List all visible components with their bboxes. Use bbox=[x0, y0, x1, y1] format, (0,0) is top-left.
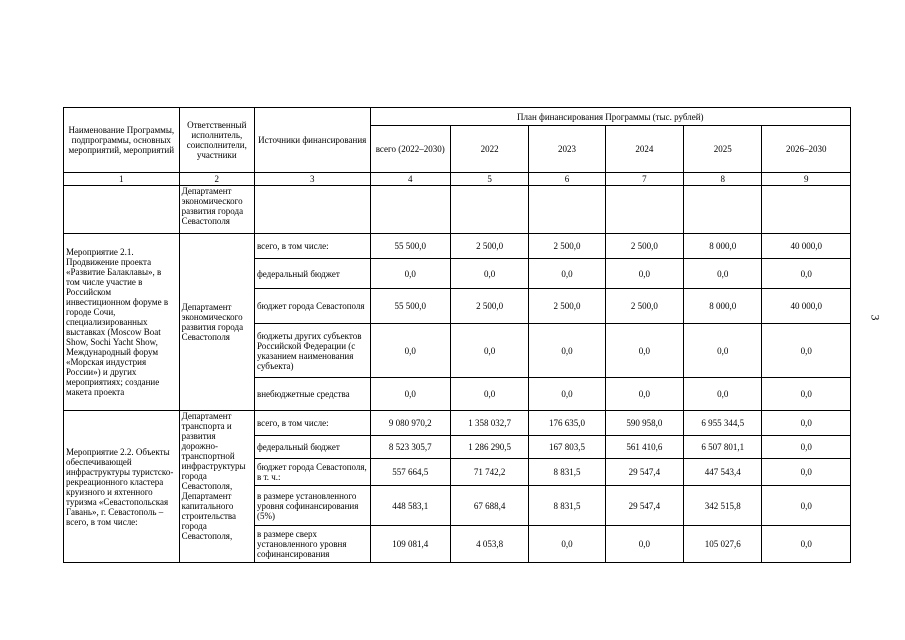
value-cell: 55 500,0 bbox=[370, 289, 450, 324]
header-plan: План финансирования Программы (тыс. рублей) bbox=[370, 108, 850, 126]
value-cell: 0,0 bbox=[605, 259, 683, 289]
value-cell: 590 958,0 bbox=[605, 411, 683, 436]
value-cell: 0,0 bbox=[605, 324, 683, 378]
value-cell: 561 410,6 bbox=[605, 436, 683, 459]
col-number: 8 bbox=[684, 173, 762, 186]
value-cell: 0,0 bbox=[529, 324, 605, 378]
value-cell: 557 664,5 bbox=[370, 459, 450, 486]
table-row bbox=[64, 411, 851, 436]
value-cell: 342 515,8 bbox=[684, 486, 762, 526]
col-number: 1 bbox=[64, 173, 180, 186]
value-cell: 0,0 bbox=[762, 486, 851, 526]
source-cell: в размере сверх установленного уровня софинансирования bbox=[254, 526, 370, 563]
header-name: Наименование Программы, подпрограммы, основных мероприятий, мероприятий bbox=[64, 108, 180, 173]
department-row bbox=[64, 186, 851, 234]
header-year-2025: 2025 bbox=[684, 126, 762, 173]
header-sources: Источники финансирования bbox=[254, 108, 370, 173]
value-cell: 8 000,0 bbox=[684, 234, 762, 259]
column-numbers-row bbox=[64, 173, 851, 186]
value-cell: 0,0 bbox=[762, 259, 851, 289]
source-cell: бюджет города Севастополя bbox=[254, 289, 370, 324]
value-cell: 8 831,5 bbox=[529, 486, 605, 526]
source-cell: бюджет города Севастополя, в т. ч.: bbox=[254, 459, 370, 486]
value-cell: 55 500,0 bbox=[370, 234, 450, 259]
header-year-2026-2030: 2026–2030 bbox=[762, 126, 851, 173]
col-number: 3 bbox=[254, 173, 370, 186]
value-cell: 0,0 bbox=[370, 259, 450, 289]
value-cell: 0,0 bbox=[684, 259, 762, 289]
value-cell: 40 000,0 bbox=[762, 234, 851, 259]
value-cell: 8 523 305,7 bbox=[370, 436, 450, 459]
value-cell: 0,0 bbox=[762, 526, 851, 563]
value-cell: 0,0 bbox=[370, 324, 450, 378]
value-cell: 2 500,0 bbox=[605, 234, 683, 259]
value-cell: 2 500,0 bbox=[605, 289, 683, 324]
financing-table bbox=[63, 107, 851, 563]
col-number: 5 bbox=[450, 173, 528, 186]
value-cell: 0,0 bbox=[450, 259, 528, 289]
col-number: 4 bbox=[370, 173, 450, 186]
measure-2-2-executor: Департамент транспорта и развития дорожно-транспортной инфраструктуры города Севастополя, Департамент капитального строительства города Севастополя, bbox=[179, 411, 254, 563]
value-cell: 448 583,1 bbox=[370, 486, 450, 526]
department-executor: Департамент экономического развития города Севастополя bbox=[179, 186, 254, 234]
value-cell: 1 358 032,7 bbox=[450, 411, 528, 436]
value-cell: 8 831,5 bbox=[529, 459, 605, 486]
source-cell: всего, в том числе: bbox=[254, 234, 370, 259]
col-number: 7 bbox=[605, 173, 683, 186]
value-cell: 29 547,4 bbox=[605, 486, 683, 526]
col-number: 2 bbox=[179, 173, 254, 186]
table-row bbox=[64, 234, 851, 259]
empty-cell bbox=[605, 186, 683, 234]
value-cell: 71 742,2 bbox=[450, 459, 528, 486]
source-cell: в размере установленного уровня софинансирования (5%) bbox=[254, 486, 370, 526]
value-cell: 0,0 bbox=[684, 378, 762, 411]
value-cell: 0,0 bbox=[370, 378, 450, 411]
value-cell: 8 000,0 bbox=[684, 289, 762, 324]
empty-cell bbox=[762, 186, 851, 234]
header-year-total: всего (2022–2030) bbox=[370, 126, 450, 173]
value-cell: 0,0 bbox=[762, 324, 851, 378]
value-cell: 2 500,0 bbox=[450, 289, 528, 324]
value-cell: 447 543,4 bbox=[684, 459, 762, 486]
value-cell: 0,0 bbox=[605, 526, 683, 563]
value-cell: 0,0 bbox=[605, 378, 683, 411]
source-cell: внебюджетные средства bbox=[254, 378, 370, 411]
value-cell: 0,0 bbox=[684, 324, 762, 378]
value-cell: 2 500,0 bbox=[450, 234, 528, 259]
source-cell: бюджеты других субъектов Российской Федерации (с указанием наименования субъекта) bbox=[254, 324, 370, 378]
value-cell: 40 000,0 bbox=[762, 289, 851, 324]
empty-cell bbox=[64, 186, 180, 234]
header-year-2024: 2024 bbox=[605, 126, 683, 173]
value-cell: 0,0 bbox=[762, 459, 851, 486]
value-cell: 109 081,4 bbox=[370, 526, 450, 563]
value-cell: 0,0 bbox=[450, 324, 528, 378]
value-cell: 0,0 bbox=[762, 411, 851, 436]
header-year-2022: 2022 bbox=[450, 126, 528, 173]
header-executor: Ответственный исполнитель, соисполнители, участники bbox=[179, 108, 254, 173]
value-cell: 0,0 bbox=[450, 378, 528, 411]
measure-2-1-name: Мероприятие 2.1. Продвижение проекта «Развитие Балаклавы», в том числе участие в Российском инвестиционном форуме в городе Сочи, специализированных выставках (Moscow Boat Show, Sochi Yacht Show, Международный форум «Морская индустрия России») и других мероприятиях; создание макета проекта bbox=[64, 234, 180, 411]
empty-cell bbox=[254, 186, 370, 234]
empty-cell bbox=[450, 186, 528, 234]
empty-cell bbox=[529, 186, 605, 234]
value-cell: 2 500,0 bbox=[529, 234, 605, 259]
value-cell: 0,0 bbox=[529, 259, 605, 289]
empty-cell bbox=[684, 186, 762, 234]
source-cell: всего, в том числе: bbox=[254, 411, 370, 436]
col-number: 6 bbox=[529, 173, 605, 186]
measure-2-2-name: Мероприятие 2.2. Объекты обеспечивающей инфраструктуры туристско-рекреационного кластера круизного и яхтенного туризма «Севастопольская Гавань», г. Севастополь – всего, в том числе: bbox=[64, 411, 180, 563]
value-cell: 4 053,8 bbox=[450, 526, 528, 563]
col-number: 9 bbox=[762, 173, 851, 186]
value-cell: 0,0 bbox=[529, 526, 605, 563]
value-cell: 2 500,0 bbox=[529, 289, 605, 324]
value-cell: 6 507 801,1 bbox=[684, 436, 762, 459]
source-cell: федеральный бюджет bbox=[254, 259, 370, 289]
value-cell: 167 803,5 bbox=[529, 436, 605, 459]
header-year-2023: 2023 bbox=[529, 126, 605, 173]
empty-cell bbox=[370, 186, 450, 234]
value-cell: 0,0 bbox=[762, 378, 851, 411]
value-cell: 6 955 344,5 bbox=[684, 411, 762, 436]
value-cell: 1 286 290,5 bbox=[450, 436, 528, 459]
value-cell: 105 027,6 bbox=[684, 526, 762, 563]
value-cell: 0,0 bbox=[762, 436, 851, 459]
value-cell: 9 080 970,2 bbox=[370, 411, 450, 436]
page-number: 3 bbox=[868, 314, 883, 321]
header-row-top bbox=[64, 108, 851, 126]
value-cell: 176 635,0 bbox=[529, 411, 605, 436]
value-cell: 29 547,4 bbox=[605, 459, 683, 486]
value-cell: 0,0 bbox=[529, 378, 605, 411]
value-cell: 67 688,4 bbox=[450, 486, 528, 526]
measure-2-1-executor: Департамент экономического развития города Севастополя bbox=[179, 234, 254, 411]
source-cell: федеральный бюджет bbox=[254, 436, 370, 459]
